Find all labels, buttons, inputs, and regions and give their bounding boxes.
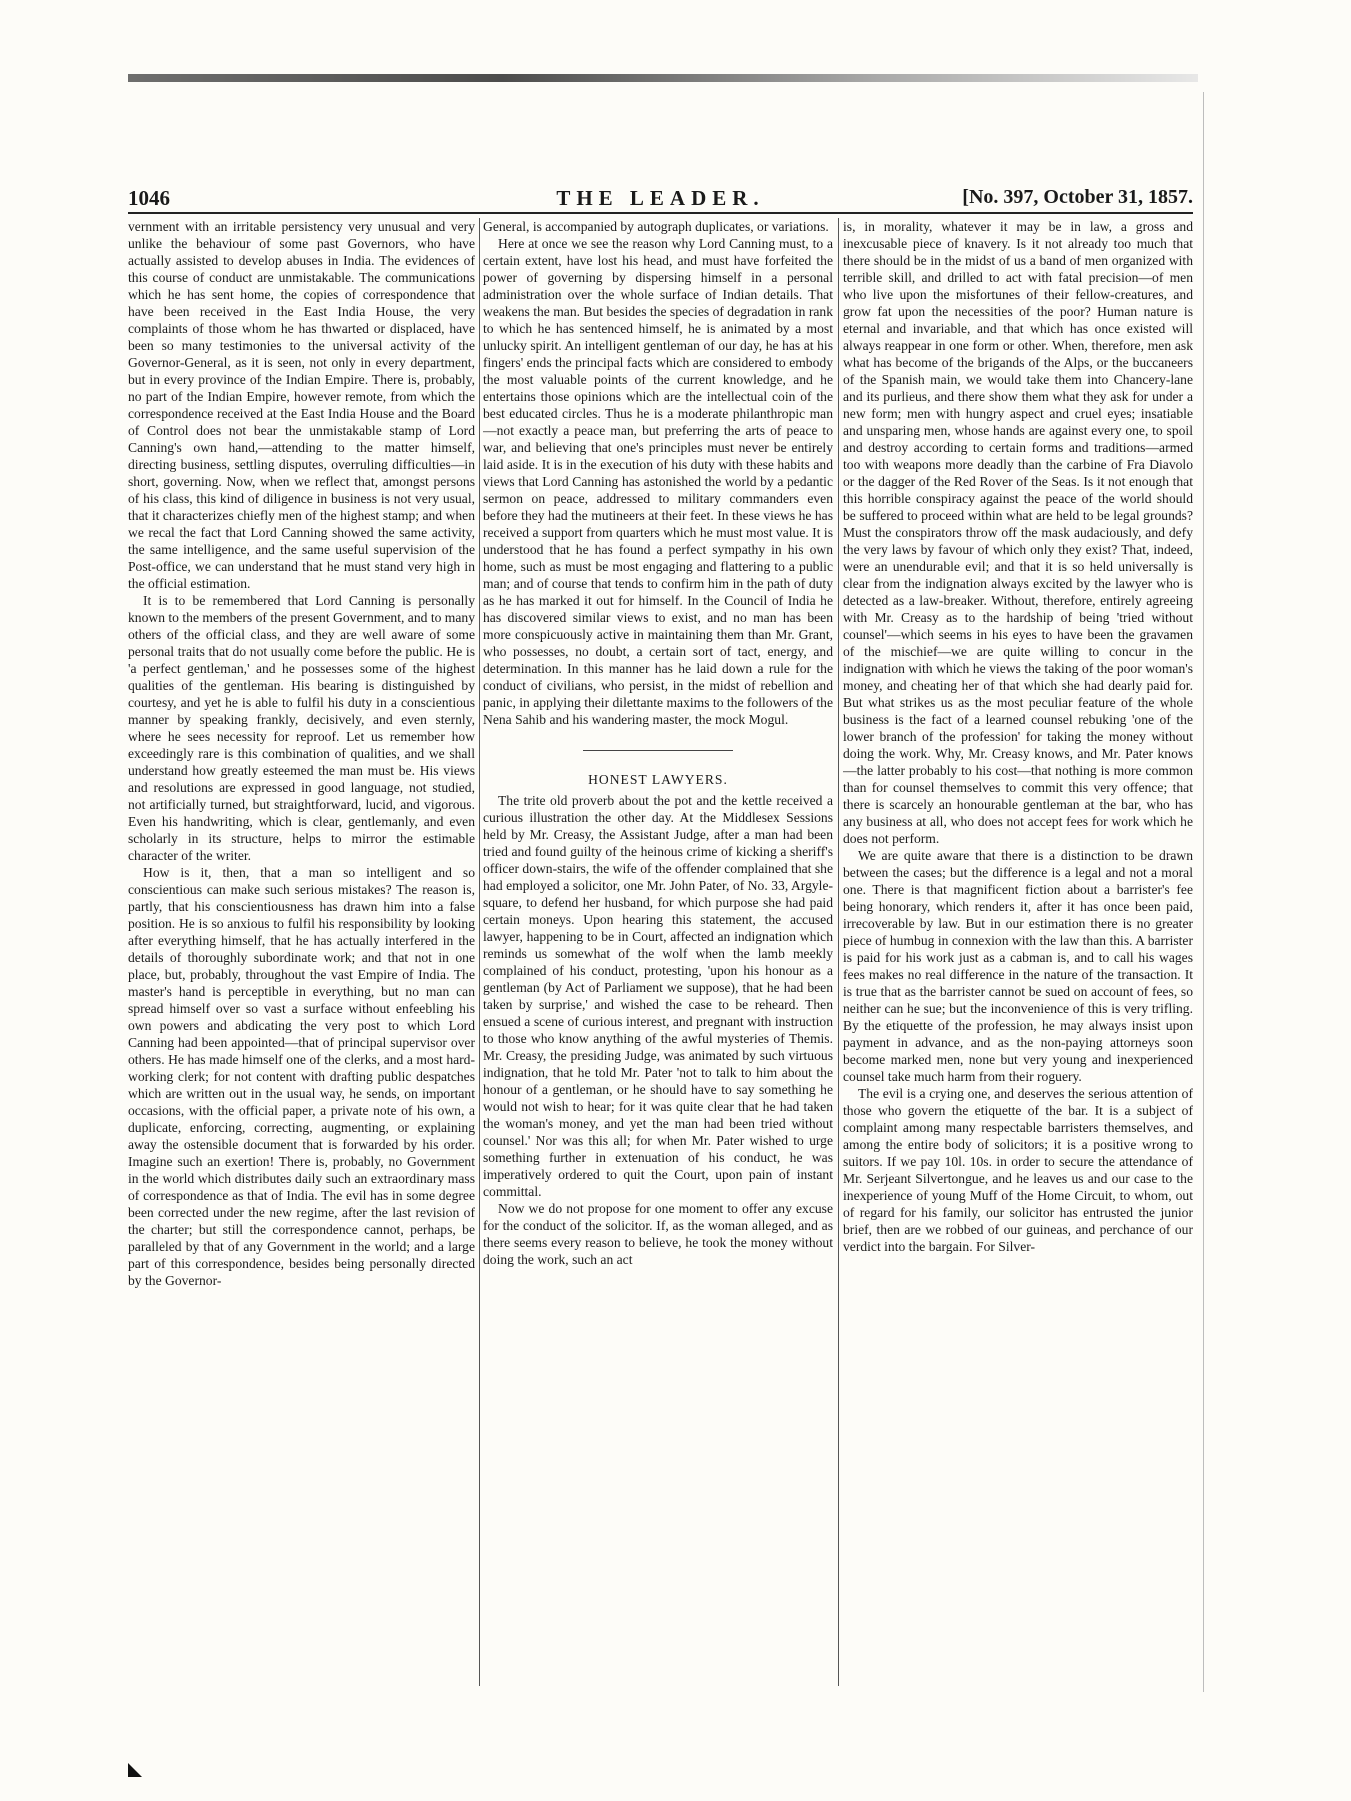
paragraph: vernment with an irritable persistency very unusual and very unlike the behaviour of some past Governors, who have actually assisted to develop abuses in India. The evidences of this course of conduct are unmistakable. The communications which he has sent home, the copies of correspondence that have been received in the East India House, the very complaints of those whom he has thwarted or displaced, have been so many testimonies to the universal activity of the Governor-General, as it is seen, not only in every department, but in every province of the Indian Empire. There is, probably, no part of the Indian Empire, however remote, from which the correspondence received at the East India House and the Board of Control does not bear the unmistakable stamp of Lord Canning's own hand,—attending to the matter himself, directing business, settling disputes, overruling difficulties—in short, governing. Now, when we reflect that, amongst persons of his class, this kind of diligence in business is not very usual, that it characterizes chiefly men of the highest stamp; and when we recal the fact that Lord Canning showed the same activity, the same intelligence, and the same useful supervision of the Post-office, we can understand that he must stand very high in the official estimation. (128, 219, 475, 591)
column-3 (843, 218, 1193, 1686)
corner-mark (128, 1763, 142, 1777)
column-1 (128, 218, 475, 1686)
paragraph: It is to be remembered that Lord Canning is personally known to the members of the present Government, and to many others of the official class, and they are well aware of some personal traits that do not usually come before the public. He is 'a perfect gentleman,' and he possesses some of the highest qualities of the gentleman. His bearing is distinguished by courtesy, and yet he is able to fulfil his duty in a conscientious manner by speaking frankly, decisively, and even sternly, where he sees necessity for reproof. Let us remember how exceedingly rare is this combination of qualities, and we shall understand how greatly esteemed the man must be. His views and resolutions are expressed in good language, not studied, not artificially turned, but straightforward, lucid, and vigorous. Even his handwriting, which is clear, gentlemanly, and even scholarly in its structure, helps to mirror the estimable character of the writer. (128, 593, 475, 863)
paragraph: Now we do not propose for one moment to offer any excuse for the conduct of the solicitor. If, as the woman alleged, and as there seems every reason to believe, he took the money without doing the work, such an act (483, 1201, 833, 1267)
paragraph: General, is accompanied by autograph duplicates, or variations. (483, 219, 829, 234)
column-2 (483, 218, 833, 1686)
column-divider (838, 218, 839, 1686)
page-number: 1046 (128, 186, 170, 210)
paragraph: The evil is a crying one, and deserves the serious attention of those who govern the etiquette of the bar. It is a subject of complaint among many respectable barristers themselves, and among the entire body of solicitors; it is a positive wrong to suitors. If we pay 10l. 10s. in order to secure the attendance of Mr. Serjeant Silvertongue, and he leaves us and our case to the inexperience of young Muff of the Home Circuit, to whom, out of regard for his family, our solicitor has entrusted the junior brief, then are we robbed of our guineas, and perchance of our verdict into the bargain. For Silver- (843, 1086, 1193, 1254)
page-header (128, 186, 1193, 212)
page-edge-rule (1203, 92, 1204, 1692)
paragraph: is, in morality, whatever it may be in law, a gross and inexcusable piece of knavery. Is it not already too much that there should be in the midst of us a band of men organized with terrible skill, and drilled to act with fatal precision—of men who live upon the misfortunes of their fellow-creatures, and grow fat upon the necessities of the poor? Human nature is eternal and invariable, and that which has once existed will always reappear in one form or other. When, therefore, men ask what has become of the brigands of the Alps, or the buccaneers of the Spanish main, we would take them into Chancery-lane and its purlieus, and there show them what they ask for under a new form; men with hungry aspect and cruel eyes; insatiable and unsparing men, whose hands are against every one, to spoil and destroy according to certain forms and traditions—armed too with weapons more deadly than the carbine of Fra Diavolo or the dagger of the Red Rover of the Seas. Is it not enough that this horrible conspiracy against the peace of the world should be suffered to proceed within what are held to be legal grounds? Must the conspirators throw off the mask audaciously, and defy the very laws by favour of which only they exist? That, indeed, were an unendurable evil; and that it is so held universally is clear from the indignation always excited by the lawyer who is detected as a law-breaker. Without, therefore, entirely agreeing with Mr. Creasy as to the hardship of being 'tried without counsel'—which seems in his eyes to have been the gravamen of the mischief—we are quite willing to concur in the indignation with which he views the taking of the poor woman's money, and cheating her of that which she had dearly paid for. But what strikes us as the most peculiar feature of the whole business is the fact of a learned counsel rebuking 'one of the lower branch of the profession' for taking the money without doing the work. Why, Mr. Creasy knows, and Mr. Pater knows—the latter probably to his cost—that nothing is more common than for counsel themselves to commit this very offence; that there is scarcely an honourable gentleman at the bar, who has any business at all, who does not accept fees for work which he does not perform. (843, 219, 1193, 846)
article-heading: HONEST LAWYERS. (588, 772, 728, 787)
paragraph: Here at once we see the reason why Lord Canning must, to a certain extent, have lost his head, and must have forfeited the power of governing by dispersing himself in a personal administration over the whole surface of Indian details. That weakens the man. But besides the species of degradation in rank to which he has sentenced himself, he is animated by a most unlucky spirit. An intelligent gentleman of our day, he has at his fingers' ends the principal facts which are considered to embody the most valuable points of the current knowledge, and he entertains those opinions which are the intellectual coin of the best educated circles. Thus he is a moderate philanthropic man—not exactly a peace man, but preferring the arts of peace to war, and believing that one's principles must never be entirely laid aside. It is in the execution of his duty with these habits and views that Lord Canning has astonished the world by a pedantic sermon on peace, addressed to military commanders even before they had the mutineers at their feet. In these views he has received a support from quarters which he must most value. It is understood that he has found a perfect sympathy in his own home, such as must be most engaging and flattering to a public man; and of course that tends to confirm him in the path of duty as he has marked it out for himself. In the Council of India he has discovered similar views to exist, and no man has been more conspicuously active in maintaining them than Mr. Grant, who possesses, no doubt, a certain sort of tact, energy, and determination. In this manner has he laid down a rule for the conduct of civilians, who persist, in the midst of rebellion and panic, in applying their dilettante maxims to the followers of the Nena Sahib and his wandering master, the mock Mogul. (483, 236, 833, 727)
paragraph: How is it, then, that a man so intelligent and so conscientious can make such serious mistakes? The reason is, partly, that his conscientiousness has drawn him into a false position. He is so anxious to fulfil his responsibility by looking after everything himself, that he has actually interfered in the details of thoroughly subordinate work; and that not in one place, but, probably, throughout the vast Empire of India. The master's hand is perceptible in everything, but no man can spread himself over so vast a surface without enfeebling his own powers and abdicating the very post to which Lord Canning had been appointed—that of principal supervisor over others. He has made himself one of the clerks, and a most hard-working clerk; for not content with drafting public despatches which are written out in the usual way, he sends, on important occasions, with the official paper, a private note of his own, a duplicate, enforcing, correcting, augmenting, or explaining away the ostensible document that is forwarded by his order. Imagine such an exertion! There is, probably, no Government in the world which distributes daily such an extraordinary mass of correspondence as that of India. The evil has in some degree been corrected under the new regime, after the last revision of the charter; but still the correspondence cannot, perhaps, be paralleled by that of any Government in the world; and a large part of this correspondence, besides being personally directed by the Governor- (128, 865, 475, 1288)
newspaper-title: THE LEADER. (556, 186, 765, 210)
issue-date: [No. 397, October 31, 1857. (962, 186, 1193, 208)
paragraph: The trite old proverb about the pot and the kettle received a curious illustration the other day. At the Middlesex Sessions held by Mr. Creasy, the Assistant Judge, after a man had been tried and found guilty of the heinous crime of kicking a sheriff's officer down-stairs, the wife of the offender complained that she had employed a solicitor, one Mr. John Pater, of No. 33, Argyle-square, to defend her husband, for which purpose she had paid certain moneys. Upon hearing this statement, the accused lawyer, happening to be in Court, affected an indignation which reminds us somewhat of the wolf when the lamb meekly complained of his conduct, protesting, 'upon his honour as a gentleman (by Act of Parliament we suppose), that he had been taken by surprise,' and wished the case to be reheard. Then ensued a scene of curious interest, and pregnant with instruction to those who know anything of the awful mysteries of Themis. Mr. Creasy, the presiding Judge, was animated by such virtuous indignation, that he told Mr. Pater 'not to talk to him about the honour of a gentleman, or he should have to say something he would not wish to hear; for it was quite clear that he had taken the woman's money, and yet the man had been tried without counsel.' Nor was this all; for when Mr. Pater wished to urge something further in extenuation of his conduct, he was imperatively ordered to quit the Court, upon pain of instant committal. (483, 793, 833, 1199)
section-separator (583, 750, 733, 751)
scan-edge-band (128, 74, 1198, 82)
paragraph: We are quite aware that there is a distinction to be drawn between the cases; but the difference is a legal and not a moral one. There is that magnificent fiction about a barrister's fee being honorary, which renders it, after it has once been paid, irrecoverable by law. But in our estimation there is no greater piece of humbug in connexion with the law than this. A barrister is paid for his work just as a cabman is, and to call his wages fees makes no real difference in the nature of the transaction. It is true that as the barrister cannot be sued on account of fees, so neither can he sue; but the inconvenience of this is very trifling. By the etiquette of the profession, he may always insist upon payment in advance, and as the non-paying attorneys soon become marked men, none but very young and inexperienced counsel take much harm from their roguery. (843, 848, 1193, 1084)
column-divider (479, 218, 480, 1686)
header-rule (128, 212, 1193, 214)
